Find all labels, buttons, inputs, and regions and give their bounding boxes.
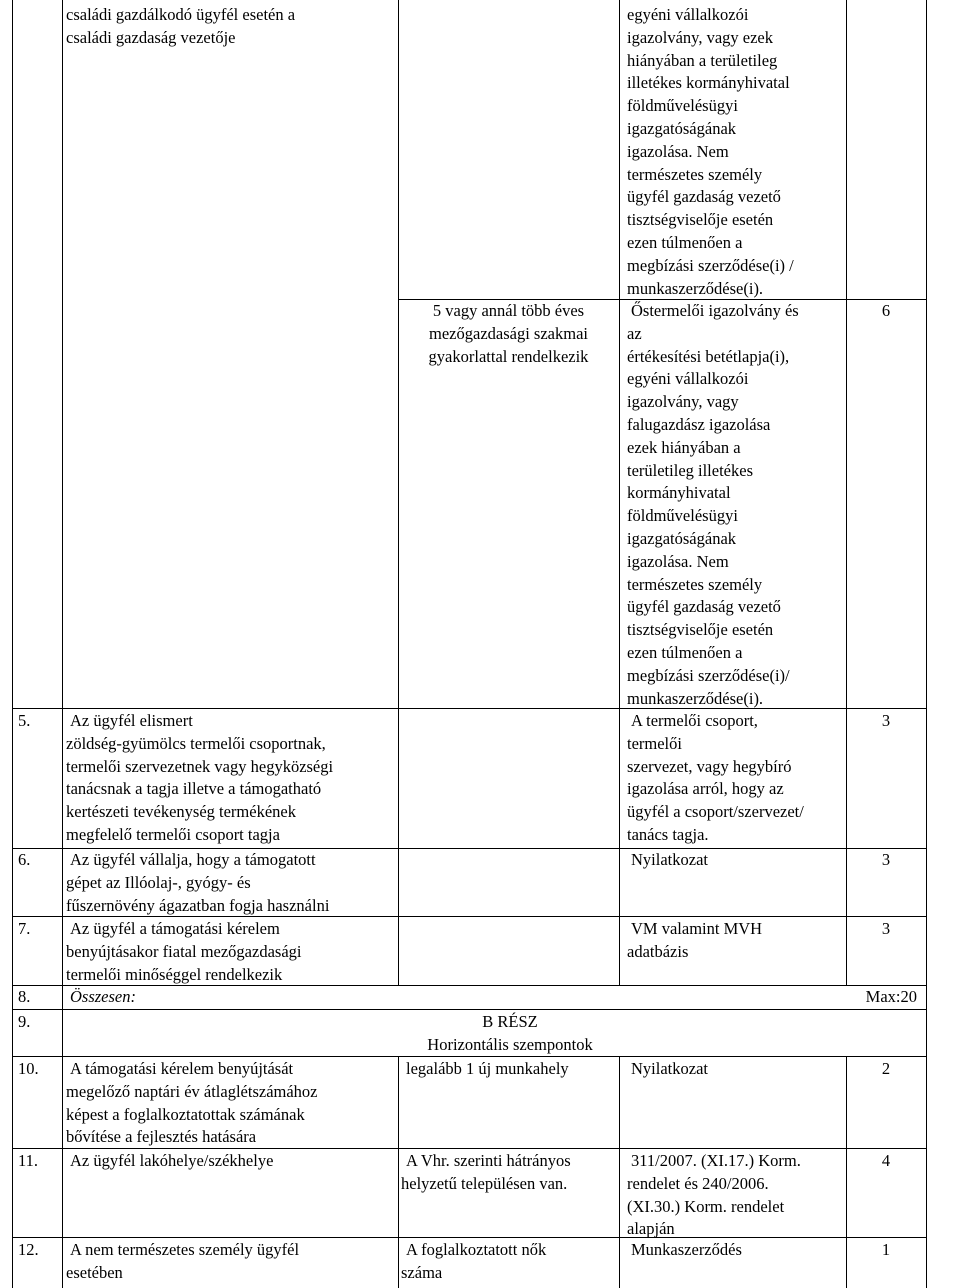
row11-number: 11. [18,1151,39,1170]
row4-criterion: családi gazdálkodó ügyfél esetén a családi gazdaság vezetője [66,5,296,47]
row9-section-title: B RÉSZ Horizontális szempontok [427,1012,593,1054]
row5-number: 5. [18,711,31,730]
row8-max: Max:20 [865,987,917,1006]
row5-criterion: Az ügyfél elismert zöldség-gyümölcs termelői csoportnak, termelői szervezetnek vagy hegyközségi tanácsnak a tagja illetve a támogatható kertészeti tevékenység termékének megfelelő termelői csoport tagja [66,711,334,844]
row4b-points: 6 [881,301,891,320]
row7-number: 7. [18,919,31,938]
table-border-right [926,0,927,1288]
row10-points: 2 [881,1059,891,1078]
row11-proof: 311/2007. (XI.17.) Korm. rendelet és 240/2006. (XI.30.) Korm. rendelet alapján [627,1151,801,1239]
table-divider-proof [846,0,847,985]
row12-points: 1 [881,1240,891,1259]
row10-criterion: A támogatási kérelem benyújtását megelőző naptári év átlaglétszámához képest a foglalkoztatottak számának bővítése a fejlesztés hatására [66,1059,318,1147]
row12-proof: Munkaszerződés [631,1240,742,1259]
row6-points: 3 [881,850,891,869]
row-line-9 [12,1009,926,1010]
row4b-proof: Őstermelői igazolvány és az értékesítési betétlapja(i), egyéni vállalkozói igazolvány, vagy falugazdász igazolása ezek hiányában a területileg illetékes kormányhivatal földművelésügyi igazgatóságának igazolása. Nem természetes személy ügyfél gazdaság vezető tisztségviselője esetén ezen túlmenően a megbízási szerződése(i)/ munkaszerződése(i). [627,301,799,708]
table-divider-criterion [398,0,399,985]
row8-number: 8. [18,987,31,1006]
row6-criterion: Az ügyfél vállalja, hogy a támogatott gépet az Illóolaj-, gyógy- és fűszernövény ágazatban fogja használni [66,850,330,915]
row10-number: 10. [18,1059,39,1078]
row10-condition: legalább 1 új munkahely [406,1059,569,1078]
row5-proof: A termelői csoport, termelői szervezet, vagy hegybíró igazolása arról, hogy az ügyfél a csoport/szervezet/ tanács tagja. [627,711,804,844]
row12-criterion: A nem természetes személy ügyfél esetében [66,1240,300,1282]
row9-number: 9. [18,1012,31,1031]
row10-proof: Nyilatkozat [631,1059,708,1078]
row8-total-label: Összesen: [70,987,136,1006]
table-divider-criterion-lower [398,1056,399,1288]
row5-points: 3 [881,711,891,730]
row11-criterion: Az ügyfél lakóhelye/székhelye [70,1151,274,1170]
row11-condition: A Vhr. szerinti hátrányos helyzetű településen van. [401,1151,571,1193]
row4b-condition: 5 vagy annál több éves mezőgazdasági szakmai gyakorlattal rendelkezik [428,301,589,366]
row6-number: 6. [18,850,31,869]
table-divider-condition-lower [619,1056,620,1288]
table-divider-condition [619,0,620,985]
row7-points: 3 [881,919,891,938]
table-divider-num [62,0,63,1288]
row7-criterion: Az ügyfél a támogatási kérelem benyújtásakor fiatal mezőgazdasági termelői minőséggel rendelkezik [66,919,302,984]
row12-condition: A foglalkoztatott nők száma [401,1240,547,1282]
row7-proof: VM valamint MVH adatbázis [627,919,763,961]
row11-points: 4 [881,1151,891,1170]
table-border-left [12,0,13,1288]
row6-proof: Nyilatkozat [631,850,708,869]
row12-number: 12. [18,1240,39,1259]
row4-proof: egyéni vállalkozói igazolvány, vagy ezek hiányában a területileg illetékes kormányhivatal földművelésügyi igazgatóságának igazolása. Nem természetes személy ügyfél gazdaság vezető tisztségviselője esetén ezen túlmenően a megbízási szerződése(i) / munkaszerződése(i). [627,5,794,298]
